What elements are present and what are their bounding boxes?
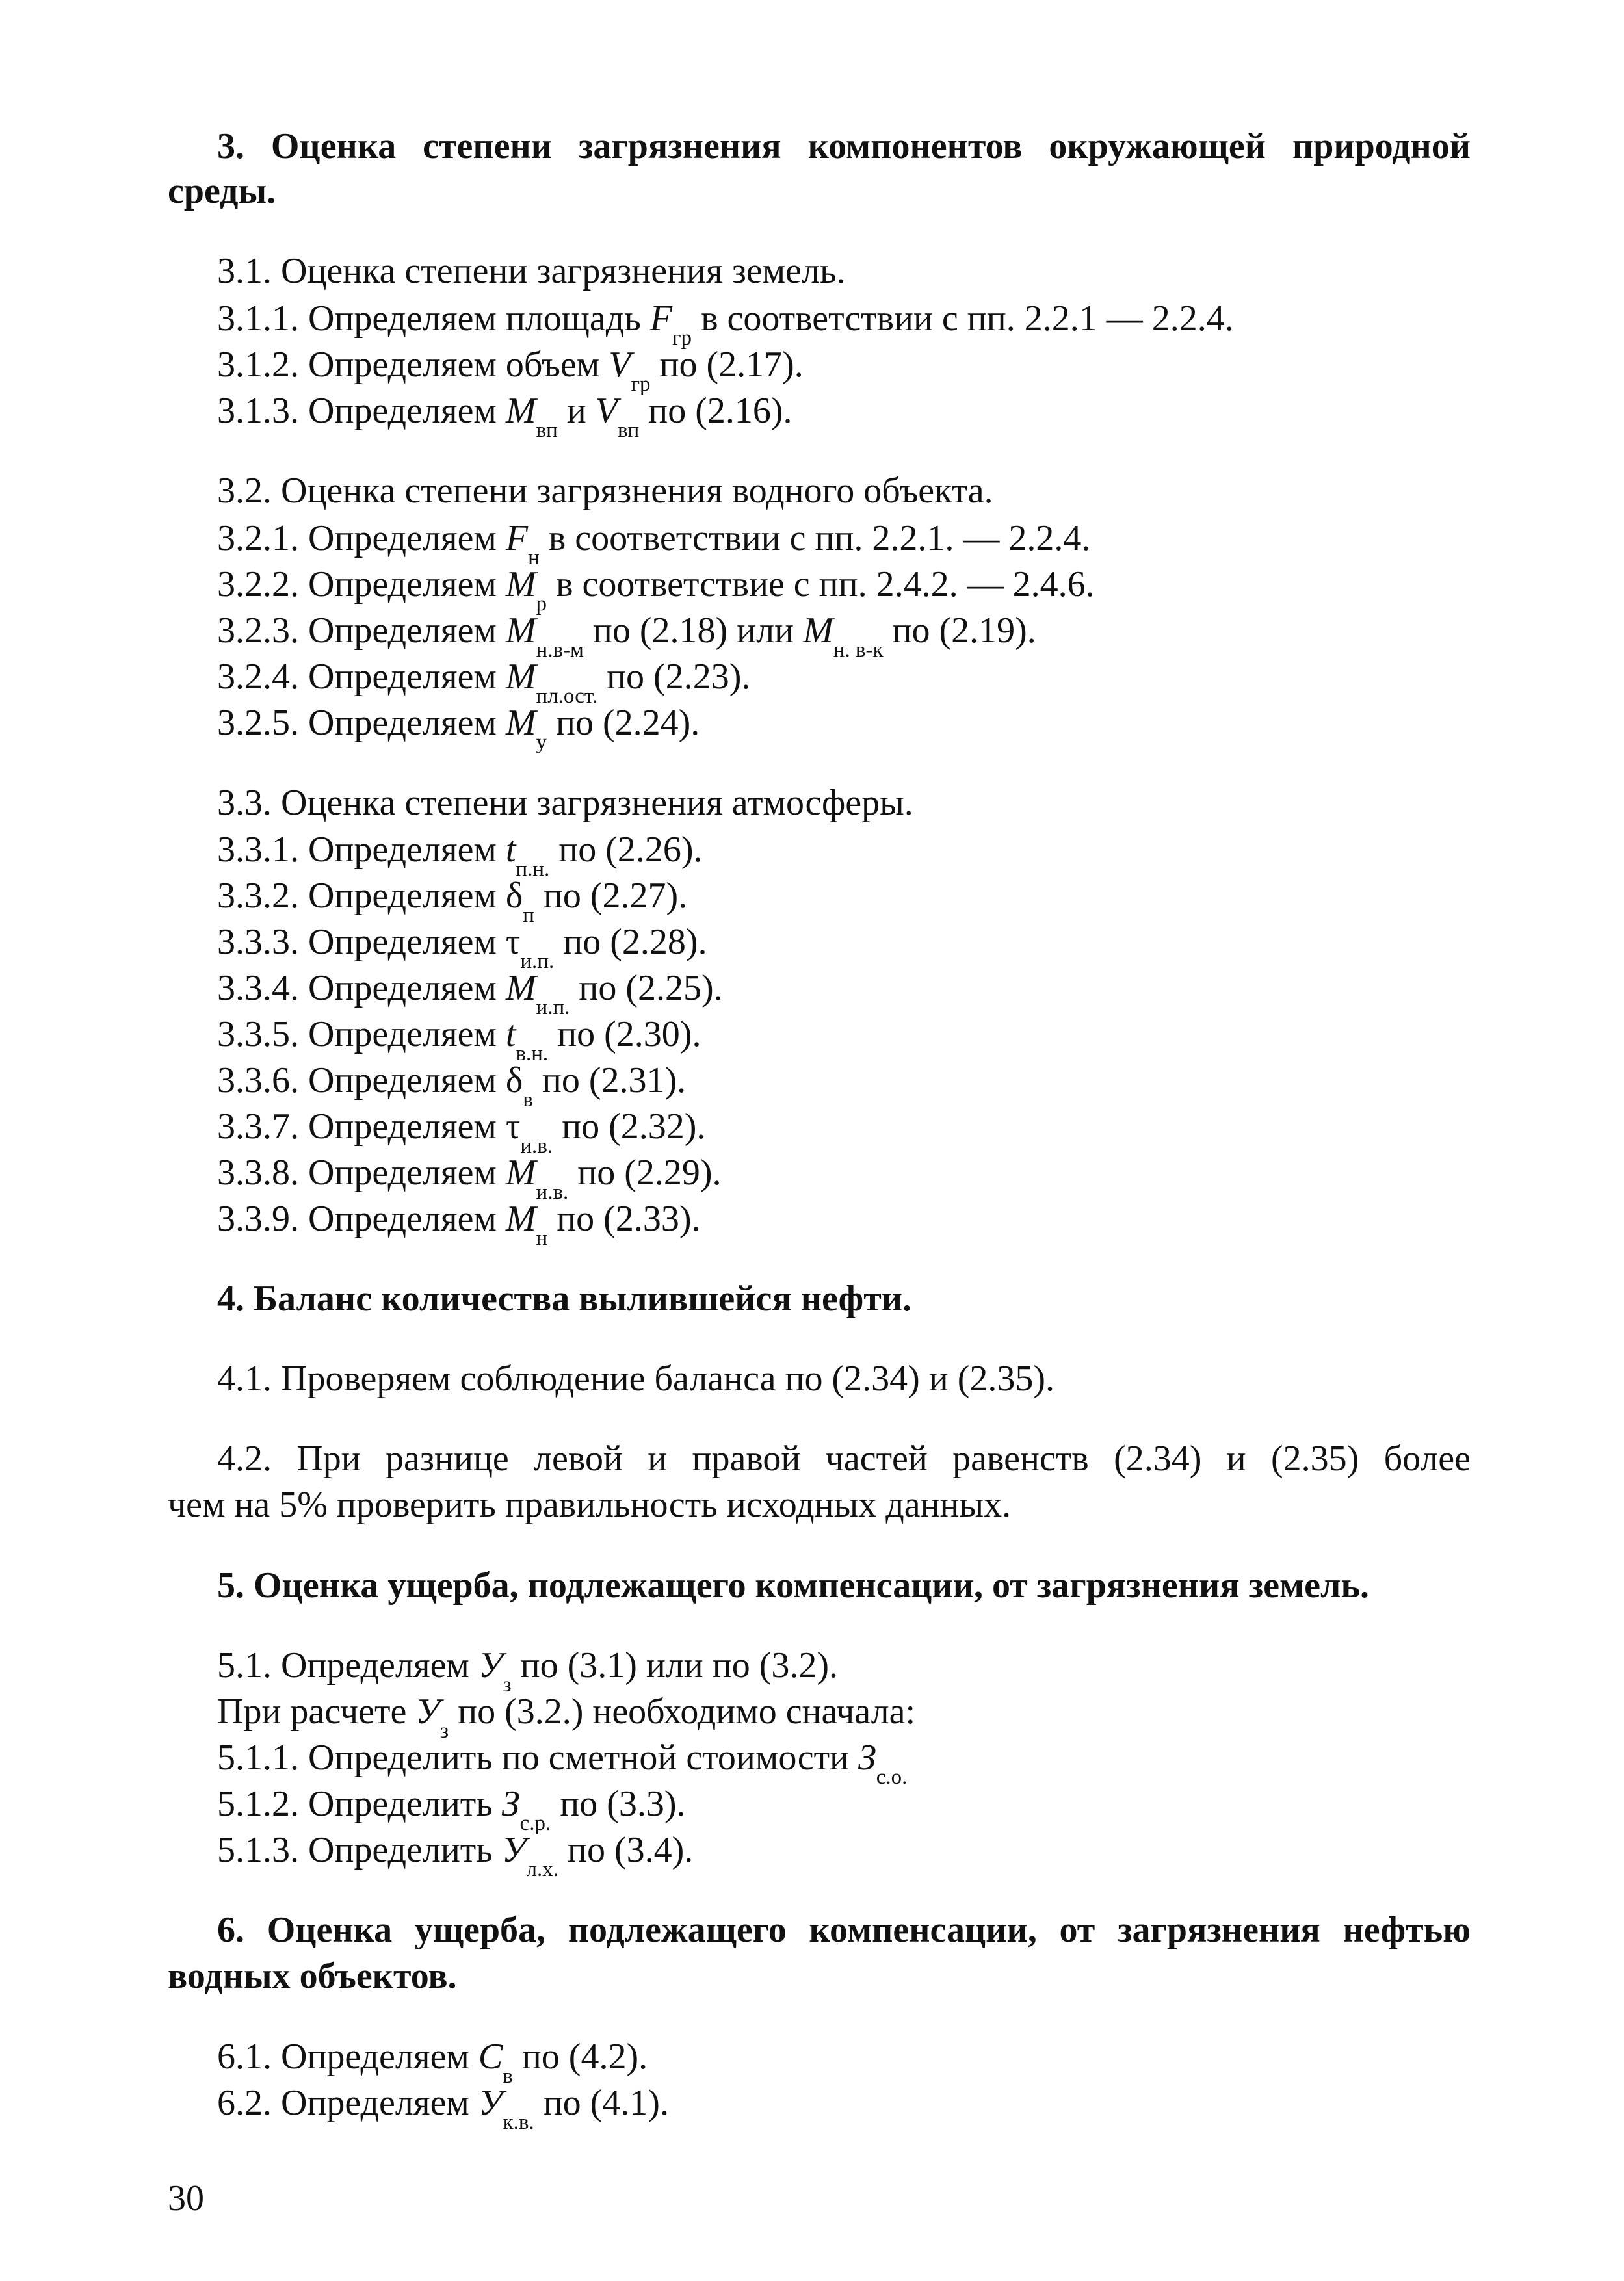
item-4-2-line-1: 4.2. При разнице левой и правой частей равенств (2.34) и (2.35) более [217, 1439, 1471, 1479]
item-5-1: 5.1. Определяем $У_з$ по (3.1) или по (3.2). [217, 1645, 839, 1697]
item-6-2: 6.2. Определяем $У_{к.в.}$ по (4.1). [217, 2083, 669, 2134]
item-3-2-5: 3.2.5. Определяем $M_у$ по (2.24). [217, 703, 700, 754]
item-5-1-2: 5.1.2. Определить $З_{с.р.}$ по (3.3). [217, 1784, 686, 1835]
item-4-1: 4.1. Проверяем соблюдение баланса по (2.34) и (2.35). [217, 1359, 1055, 1399]
section-6-heading-line-2: водных объектов. [168, 1956, 457, 1996]
item-3-3-8: 3.3.8. Определяем $M_{и.в.}$ по (2.29). [217, 1153, 722, 1204]
item-6-1: 6.1. Определяем $С_в$ по (4.2). [217, 2037, 648, 2088]
section-3-heading-line-2: среды. [168, 171, 276, 211]
item-3-3-2: 3.3.2. Определяем $\delta_п$ по (2.27). [217, 876, 688, 927]
item-3-2-2: 3.2.2. Определяем $M_р$ в соответствие с пп. 2.4.2. — 2.4.6. [217, 564, 1095, 616]
item-3-1-1: 3.1.1. Определяем площадь $F_{гр}$ в соответствии с пп. 2.2.1 — 2.2.4. [217, 298, 1234, 350]
item-3-2: 3.2. Оценка степени загрязнения водного объекта. [217, 471, 993, 511]
item-4-2-line-2: чем на 5% проверить правильность исходных данных. [168, 1485, 1012, 1525]
section-3-heading-line-1: 3. Оценка степени загрязнения компонентов окружающей природной [217, 126, 1471, 166]
item-3-3-7: 3.3.7. Определяем $\tau_{и.в.}$ по (2.32). [217, 1106, 706, 1158]
section-6-heading-line-1: 6. Оценка ущерба, подлежащего компенсации, от загрязнения нефтью [217, 1910, 1471, 1950]
section-4-heading: 4. Баланс количества вылившейся нефти. [217, 1279, 912, 1319]
item-3-3-5: 3.3.5. Определяем $t_{в.н.}$ по (2.30). [217, 1014, 701, 1065]
item-5-1-3: 5.1.3. Определить $У_{л.х.}$ по (3.4). [217, 1830, 694, 1881]
item-3-1-2: 3.1.2. Определяем объем $V_{гр}$ по (2.17). [217, 345, 804, 396]
section-5-heading: 5. Оценка ущерба, подлежащего компенсации, от загрязнения земель. [217, 1565, 1369, 1606]
item-3-3-6: 3.3.6. Определяем $\delta_в$ по (2.31). [217, 1060, 687, 1112]
item-3-1-3: 3.1.3. Определяем $M_{вп}$ и $V_{вп}$ по (2.16). [217, 391, 792, 442]
item-3-3-9: 3.3.9. Определяем $M_н$ по (2.33). [217, 1199, 701, 1250]
item-3-2-3: 3.2.3. Определяем $M_{н.в-м}$ по (2.18) или $M_{н. в-к}$ по (2.19). [217, 610, 1036, 662]
item-3-2-1: 3.2.1. Определяем $F_н$ в соответствии с пп. 2.2.1. — 2.2.4. [217, 518, 1091, 569]
calc-note: При расчете $У_з$ по (3.2.) необходимо сначала: [217, 1691, 916, 1743]
item-3-3-3: 3.3.3. Определяем $\tau_{и.п.}$ по (2.28). [217, 922, 707, 973]
item-3-2-4: 3.2.4. Определяем $M_{пл.ост.}$ по (2.23). [217, 657, 751, 708]
item-5-1-1: 5.1.1. Определить по сметной стоимости $З_{с.о.}$ [217, 1738, 908, 1789]
item-3-3-1: 3.3.1. Определяем $t_{п.н.}$ по (2.26). [217, 829, 703, 881]
item-3-3: 3.3. Оценка степени загрязнения атмосферы. [217, 783, 913, 823]
page-number: 30 [168, 2178, 204, 2219]
item-3-3-4: 3.3.4. Определяем $M_{и.п.}$ по (2.25). [217, 968, 723, 1019]
item-3-1: 3.1. Оценка степени загрязнения земель. [217, 251, 846, 291]
